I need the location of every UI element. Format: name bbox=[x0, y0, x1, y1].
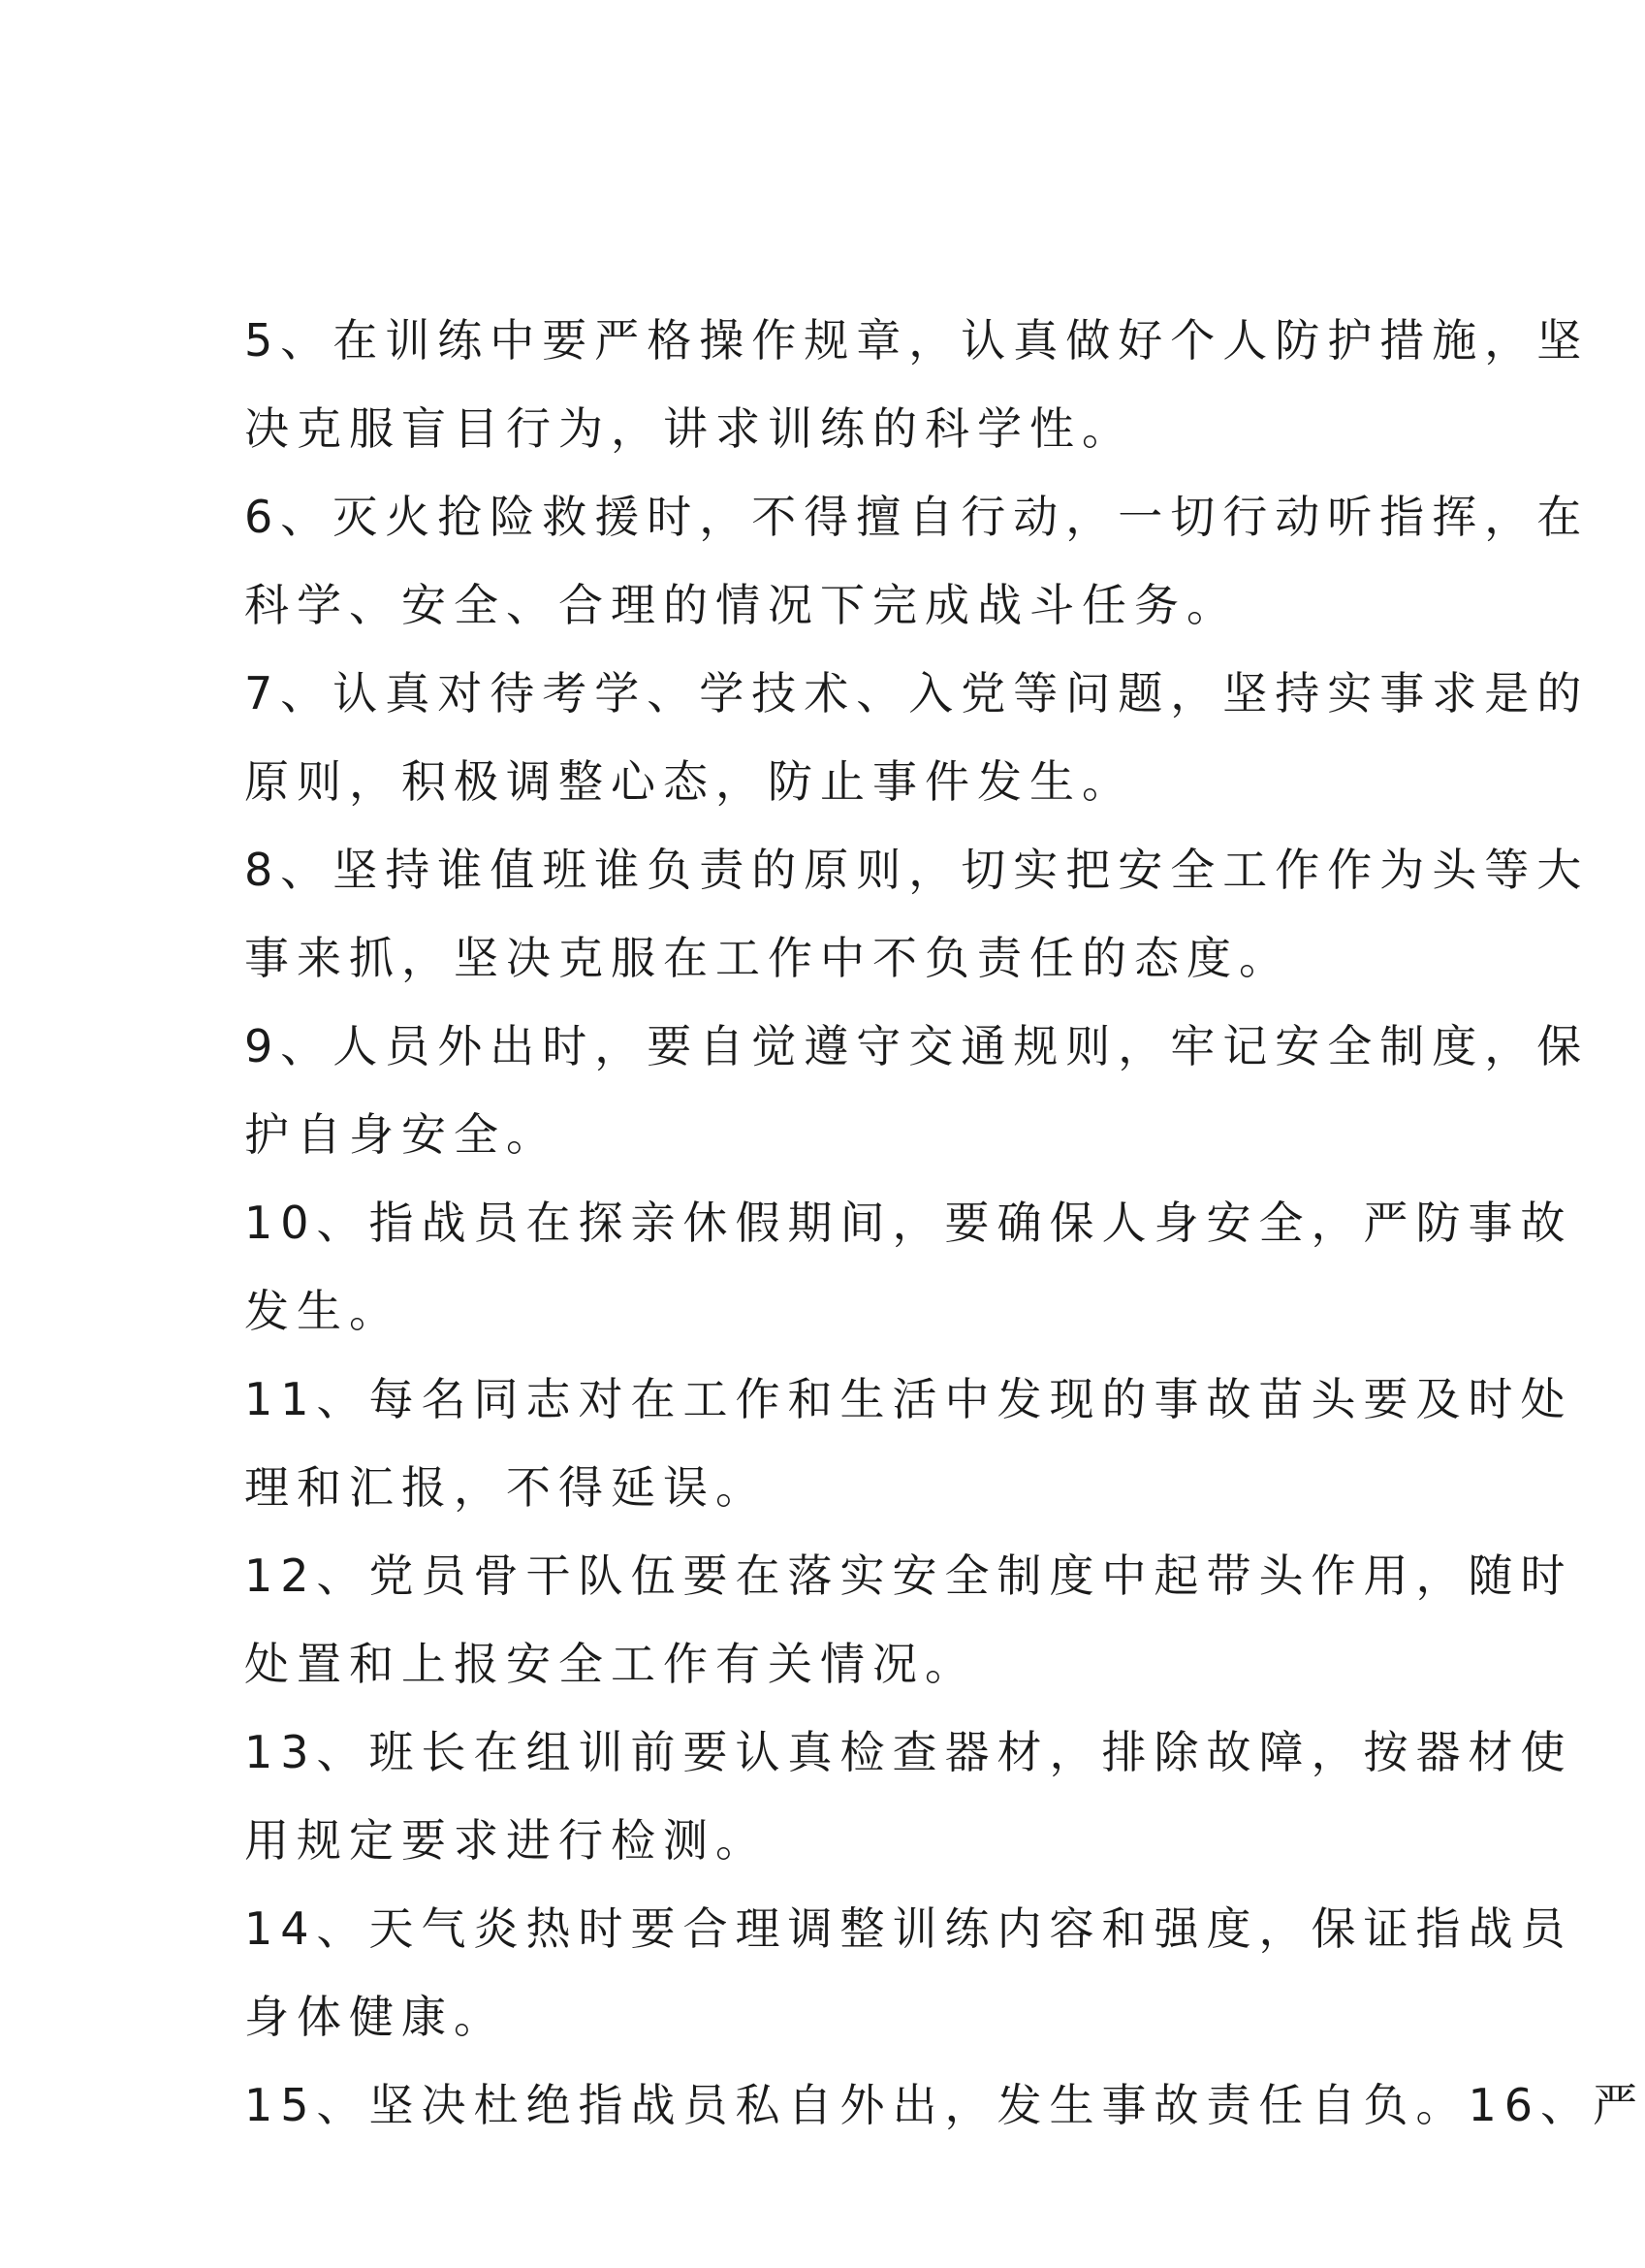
paragraph-line: 事来抓，坚决克服在工作中不负责任的态度。 bbox=[244, 932, 1291, 984]
paragraph-line: 10、指战员在探亲休假期间，要确保人身安全，严防事故 bbox=[244, 1197, 1573, 1249]
paragraph-item-6 bbox=[244, 473, 1590, 650]
paragraph-item-15 bbox=[244, 2061, 1645, 2150]
paragraph-item-12 bbox=[244, 1532, 1573, 1709]
paragraph-line: 13、班长在组训前要认真检查器材，排除故障，按器材使 bbox=[244, 1726, 1573, 1778]
paragraph-item-7 bbox=[244, 650, 1590, 826]
paragraph-item-5 bbox=[244, 297, 1590, 473]
paragraph-item-11 bbox=[244, 1356, 1573, 1532]
document-body bbox=[244, 297, 1645, 2150]
paragraph-line: 7、认真对待考学、学技术、入党等问题，坚持实事求是的 bbox=[244, 667, 1590, 719]
paragraph-line: 身体健康。 bbox=[244, 1991, 506, 2043]
paragraph-line: 科学、安全、合理的情况下完成战斗任务。 bbox=[244, 579, 1239, 631]
paragraph-line: 11、每名同志对在工作和生活中发现的事故苗头要及时处 bbox=[244, 1373, 1573, 1425]
paragraph-line: 理和汇报，不得延误。 bbox=[244, 1461, 768, 1514]
paragraph-item-8 bbox=[244, 826, 1590, 1003]
paragraph-line: 决克服盲目行为，讲求训练的科学性。 bbox=[244, 402, 1134, 455]
paragraph-line: 9、人员外出时，要自觉遵守交通规则，牢记安全制度，保 bbox=[244, 1020, 1590, 1072]
paragraph-item-10 bbox=[244, 1179, 1573, 1356]
paragraph-line: 用规定要求进行检测。 bbox=[244, 1814, 768, 1867]
paragraph-item-9 bbox=[244, 1003, 1590, 1179]
paragraph-line: 护自身安全。 bbox=[244, 1108, 558, 1161]
paragraph-line: 发生。 bbox=[244, 1285, 401, 1337]
paragraph-line: 14、天气炎热时要合理调整训练内容和强度，保证指战员 bbox=[244, 1902, 1573, 1955]
paragraph-line: 8、坚持谁值班谁负责的原则，切实把安全工作作为头等大 bbox=[244, 844, 1590, 896]
paragraph-line: 5、在训练中要严格操作规章，认真做好个人防护措施，坚 bbox=[244, 314, 1590, 367]
paragraph-line: 6、灭火抢险救援时，不得擅自行动，一切行动听指挥，在 bbox=[244, 491, 1590, 543]
paragraph-line: 12、党员骨干队伍要在落实安全制度中起带头作用，随时 bbox=[244, 1549, 1573, 1602]
paragraph-item-14 bbox=[244, 1885, 1573, 2061]
paragraph-item-13 bbox=[244, 1709, 1573, 1885]
paragraph-line: 原则，积极调整心态，防止事件发生。 bbox=[244, 755, 1134, 808]
paragraph-line: 处置和上报安全工作有关情况。 bbox=[244, 1638, 977, 1690]
paragraph-line: 15、坚决杜绝指战员私自外出，发生事故责任自负。16、严 bbox=[244, 2079, 1645, 2131]
